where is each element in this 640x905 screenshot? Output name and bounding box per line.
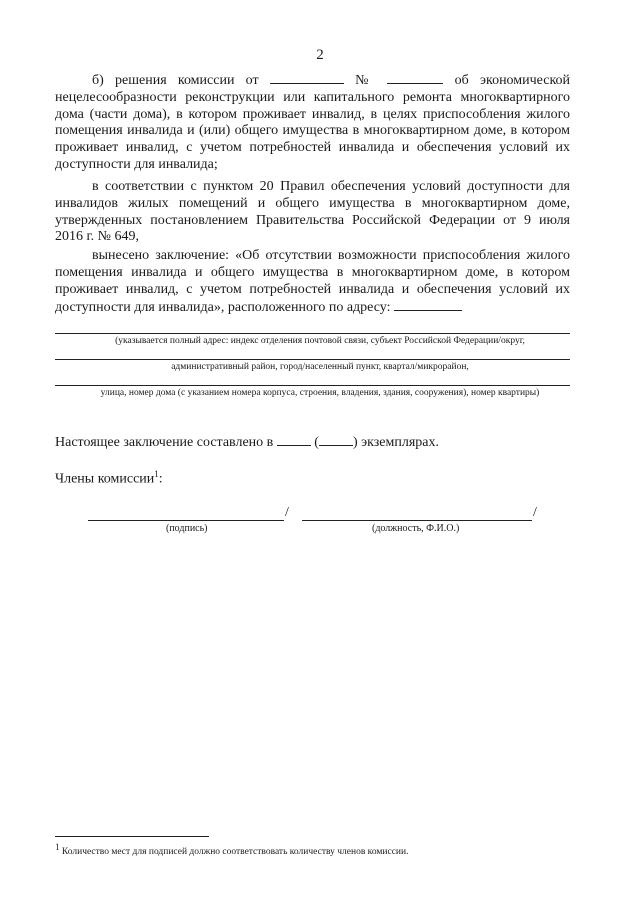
- address-note-3: улица, номер дома (с указанием номера корпуса, строения, владения, здания, сооружения), номер квартиры): [100, 388, 540, 398]
- footnote-ref: 1: [154, 469, 159, 479]
- footnote-text: Количество мест для подписей должно соответствовать количеству членов комиссии.: [61, 847, 409, 858]
- position-name-caption: (должность, Ф.И.О.): [372, 523, 460, 534]
- decision-lead: б) решения комиссии от: [92, 73, 259, 88]
- paragraph-rules: в соответствии с пунктом 20 Правил обеспечения условий доступности для инвалидов жилых помещений и общего имущества в многоквартирном доме, утвержденных постановлением Правительства Российской Федерации от 9 июля 2016 г. № 649,: [55, 179, 570, 245]
- members-text: Члены комиссии: [55, 471, 155, 487]
- paragraph-decision-b: [55, 71, 570, 174]
- copies-lead: Настоящее заключение составлено в: [55, 435, 274, 450]
- address-line-2: [55, 359, 570, 360]
- copies-words-blank: [319, 433, 353, 446]
- address-note-1: (указывается полный адрес: индекс отделения почтовой связи, субъект Российской Федерации/округ,: [115, 336, 525, 346]
- copies-count-blank: [277, 433, 311, 446]
- signature-slash-1: /: [285, 505, 289, 520]
- copies-paren-open: (: [314, 435, 319, 450]
- signature-slash-2: /: [533, 505, 537, 520]
- footnote-number: 1: [55, 842, 60, 852]
- paragraph-conclusion: [55, 248, 570, 317]
- address-line-1: [55, 333, 570, 334]
- address-blank-inline: [394, 298, 462, 311]
- conclusion-text: вынесено заключение: «Об отсутствии возможности приспособления жилого помещения инвалида и общего имущества в многоквартирном доме, в котором проживает инвалид, с учетом потребностей инвалида и обеспечения условий их доступности для инвалида», расположенного по адресу:: [55, 248, 570, 316]
- copies-statement: [55, 433, 439, 451]
- copies-tail: ) экземплярах.: [352, 435, 439, 450]
- page-number: 2: [316, 47, 324, 63]
- footnote-separator: [55, 836, 209, 837]
- signature-line: [88, 520, 284, 521]
- members-colon: :: [158, 471, 163, 487]
- position-name-line: [302, 520, 532, 521]
- decision-text: об экономической нецелесообразности реконструкции или капитального ремонта многоквартирного дома (части дома), в котором проживает инвалид, в целях приспособления жилого помещения инвалида и (или) общего имущества в многоквартирном доме, в котором проживает инвалид, с учетом потребностей инвалида и обеспечения условий их доступности для инвалида;: [55, 73, 571, 172]
- address-note-2: административный район, город/населенный пункт, квартал/микрорайон,: [171, 362, 469, 372]
- footnote: [55, 842, 408, 857]
- decision-number-blank: [387, 71, 443, 84]
- members-label: [55, 469, 163, 488]
- signature-caption: (подпись): [166, 523, 208, 534]
- address-line-3: [55, 385, 570, 386]
- decision-number-sign: №: [355, 73, 377, 88]
- decision-date-blank: [270, 71, 344, 84]
